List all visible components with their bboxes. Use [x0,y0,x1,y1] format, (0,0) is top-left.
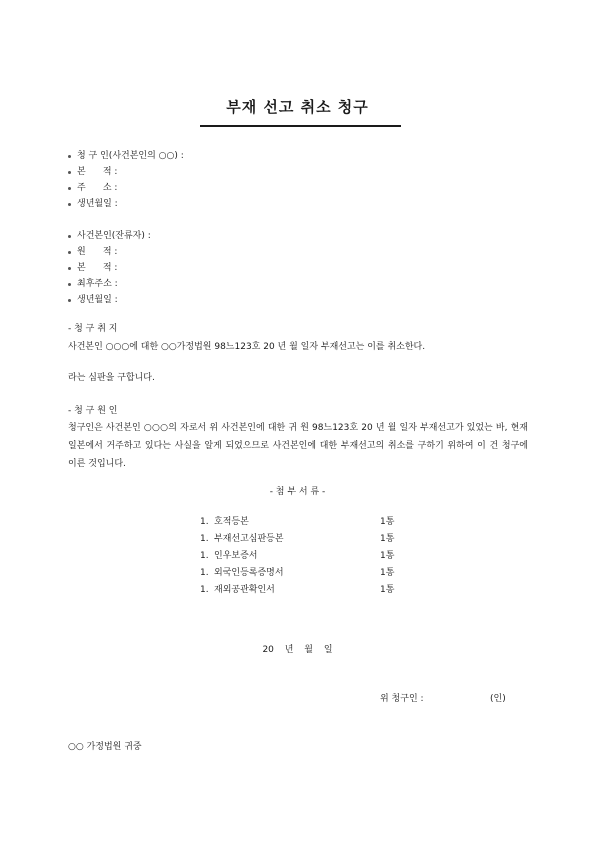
filing-date: 20 년 월 일 [262,645,333,655]
subject-birthdate-line [68,294,118,306]
bullet-dot [68,283,71,286]
purpose-closing: 라는 심판을 구합니다. [68,373,155,383]
bullet-dot [68,267,71,270]
claimant-domicile-label: 본 적 : [77,166,118,177]
bullet-dot [68,299,71,302]
cause-heading: - 청 구 원 인 [68,406,118,416]
subject-origin-line [68,246,117,258]
attachment-quantity: 1통 [380,585,395,595]
attachment-quantity: 1통 [380,517,395,527]
attachment-quantity: 1통 [380,534,395,544]
attachment-number: 1. [200,568,209,578]
attachment-quantity: 1통 [380,551,395,561]
subject-birthdate-label: 생년월일 : [77,294,118,305]
claimant-domicile-line [68,166,117,178]
claimant-address-line [68,182,117,194]
subject-last-address-label: 최후주소 : [77,278,118,289]
attachment-number: 1. [200,534,209,544]
purpose-text: 사건본인 ○○○에 대한 ○○가정법원 98느123호 20 년 월 일자 부재선고는 이를 취소한다. [68,342,426,352]
claimant-birthdate-label: 생년월일 : [77,198,118,209]
subject-domicile-label: 본 적 : [77,262,118,273]
bullet-dot [68,155,71,158]
document-title: 부재 선고 취소 청구 [226,98,369,116]
attachment-item [200,586,400,598]
claimant-birthdate-line [68,198,118,210]
attachment-item [200,518,400,530]
subject-last-address-line [68,278,118,290]
title-underline [200,125,401,127]
signature-label: 위 청구인 : [380,694,424,704]
bullet-dot [68,187,71,190]
attachment-number: 1. [200,551,209,561]
subject-domicile-line [68,262,117,274]
seal-mark: (인) [490,694,506,704]
attachment-item [200,535,400,547]
court-addressee: ○○ 가정법원 귀중 [68,742,142,752]
attachments-heading: - 첨 부 서 류 - [269,487,326,497]
claimant-address-label: 주 소 : [77,182,118,193]
purpose-heading: - 청 구 취 지 [68,324,118,334]
attachment-item [200,569,400,581]
bullet-dot [68,235,71,238]
bullet-dot [68,203,71,206]
bullet-dot [68,171,71,174]
subject-origin-label: 원 적 : [77,246,118,257]
claimant-name-line [68,150,184,162]
subject-name-label: 사건본인(잔류자) : [77,230,151,241]
attachment-item [200,552,400,564]
attachment-number: 1. [200,517,209,527]
bullet-dot [68,251,71,254]
cause-text: 청구인은 사건본인 ○○○의 자로서 위 사건본인에 대한 귀 원 98느123호 20 년 월 일자 부재선고가 있었는 바, 현재 일본에서 거주하고 있다는 사실을 알게 되었으므로 사건본인에 대한 부재선고의 취소를 구하기 위하여 이 건 청구에 이른 것입니다. [68,423,528,469]
claimant-name-label: 청 구 인(사건본인의 ○○) : [77,150,184,161]
attachment-quantity: 1통 [380,568,395,578]
attachment-name: 인우보증서 [214,551,258,561]
attachment-name: 외국인등록증명서 [214,568,284,578]
attachment-number: 1. [200,585,209,595]
subject-name-line [68,230,151,242]
attachment-name: 재외공관확인서 [214,585,275,595]
attachment-name: 부재선고심판등본 [214,534,284,544]
attachment-name: 호적등본 [214,517,249,527]
